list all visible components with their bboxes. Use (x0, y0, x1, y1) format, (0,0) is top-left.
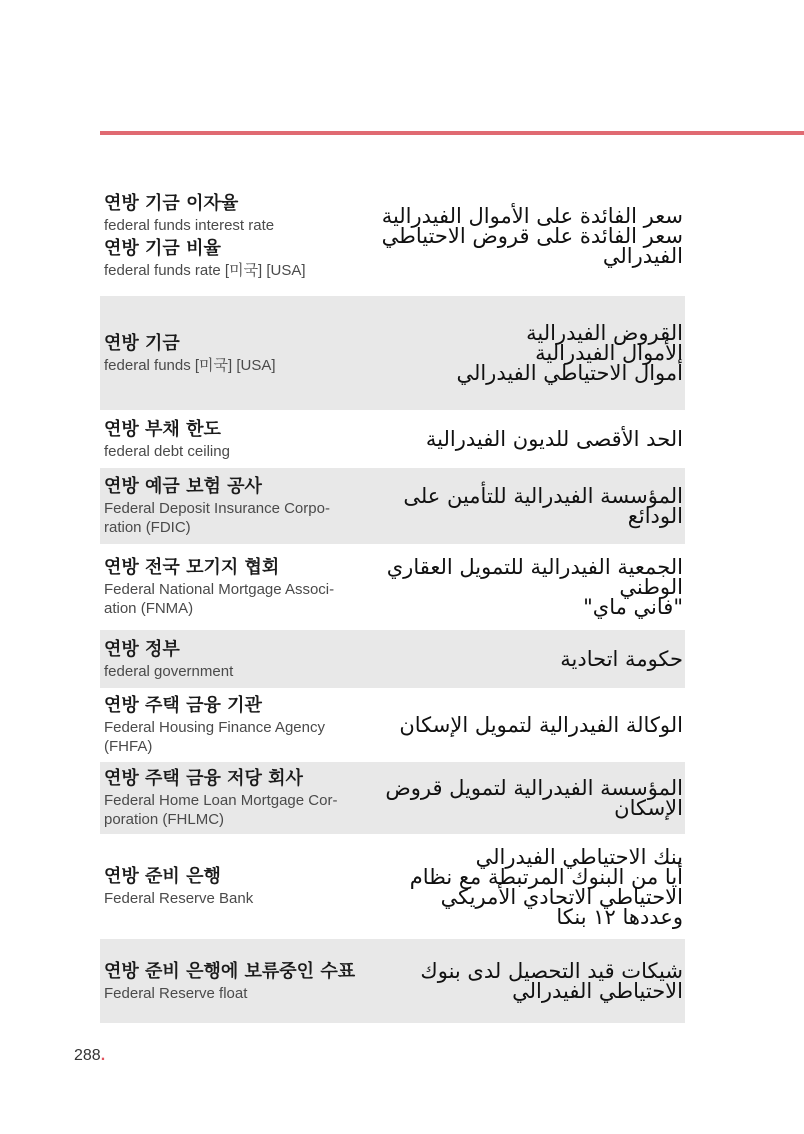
english-term: federal funds interest rate (104, 217, 275, 234)
english-term: federal debt ceiling (104, 442, 230, 460)
korean-term: 연방 기금 이자율 (104, 193, 239, 214)
term-column (100, 865, 360, 908)
english-term: Federal Reserve Bank (104, 890, 254, 907)
page-number (74, 1047, 105, 1065)
term-column (100, 638, 360, 681)
english-term: Federal Reserve float (104, 984, 248, 1002)
english-term: federal funds [미국] [USA] (104, 356, 276, 374)
korean-term: 연방 정부 (104, 638, 180, 660)
page-number-dot: . (100, 1047, 106, 1064)
arabic-translation: المؤسسة الفيدرالية للتأمين على الودائع (403, 484, 683, 528)
glossary-row (100, 296, 685, 410)
arabic-translation: المؤسسة الفيدرالية لتمويل قروض الإسكان (385, 776, 683, 820)
arabic-translation: الوكالة الفيدرالية لتمويل الإسكان (399, 713, 683, 737)
term-column (100, 192, 360, 280)
arabic-translation: سعر الفائدة على الأموال الفيدرالية سعر الفائدة على قروض الاحتياطي الفيدرالي (381, 204, 683, 268)
glossary-row (100, 410, 685, 468)
arabic-translation: بنك الاحتياطي الفيدرالي أيا من البنوك المرتبطة مع نظام الاحتياطي الاتحادي الأمريكي وعددها ١٢ بنكا (409, 844, 683, 929)
english-term-continued: ration (FDIC) (104, 519, 191, 536)
term-column (100, 475, 360, 537)
term-column (100, 556, 360, 618)
english-term: Federal Deposit Insurance Corpo- (104, 500, 330, 517)
glossary-row (100, 176, 685, 296)
arabic-translation: القروض الفيدرالية الأموال الفيدرالية أموال الاحتياطي الفيدرالي (456, 321, 683, 385)
english-term-continued: ation (FNMA) (104, 600, 194, 617)
korean-term: 연방 주택 금융 저당 회사 (104, 768, 303, 789)
top-accent-rule (100, 131, 804, 135)
english-term: Federal Housing Finance Agency (104, 719, 325, 736)
term-column (100, 418, 360, 461)
term-column (100, 767, 360, 829)
arabic-translation: الحد الأقصى للديون الفيدرالية (425, 427, 683, 451)
arabic-translation: شيكات قيد التحصيل لدى بنوك الاحتياطي الفيدرالي (420, 959, 683, 1003)
korean-term: 연방 전국 모기지 협회 (104, 557, 280, 578)
korean-term: 연방 기금 (104, 332, 180, 354)
english-term: Federal National Mortgage Associ- (104, 581, 335, 598)
korean-term: 연방 기금 비율 (104, 238, 221, 259)
korean-term: 연방 예금 보험 공사 (104, 476, 262, 497)
glossary-row (100, 762, 685, 834)
english-term-continued: (FHFA) (104, 738, 153, 755)
english-term: federal funds rate [미국] [USA] (104, 262, 306, 279)
glossary-row (100, 630, 685, 688)
glossary-row (100, 834, 685, 939)
glossary-row (100, 468, 685, 544)
arabic-translation: حكومة اتحادية (560, 647, 683, 671)
korean-term: 연방 부채 한도 (104, 418, 221, 440)
page-number-text: 288 (74, 1047, 101, 1064)
english-term: Federal Home Loan Mortgage Cor- (104, 792, 338, 809)
term-column (100, 694, 360, 756)
arabic-translation: الجمعية الفيدرالية للتمويل العقاري الوطني "فاني ماي" (386, 555, 683, 619)
glossary-row (100, 544, 685, 630)
glossary-row (100, 688, 685, 762)
korean-term: 연방 주택 금융 기관 (104, 695, 262, 716)
glossary-table (100, 176, 685, 1023)
english-term: federal government (104, 662, 234, 680)
glossary-row (100, 939, 685, 1023)
korean-term: 연방 준비 은행에 보류중인 수표 (104, 960, 356, 982)
english-term-continued: poration (FHLMC) (104, 811, 225, 828)
term-column (100, 332, 360, 375)
korean-term: 연방 준비 은행 (104, 866, 221, 887)
term-column (100, 960, 360, 1003)
